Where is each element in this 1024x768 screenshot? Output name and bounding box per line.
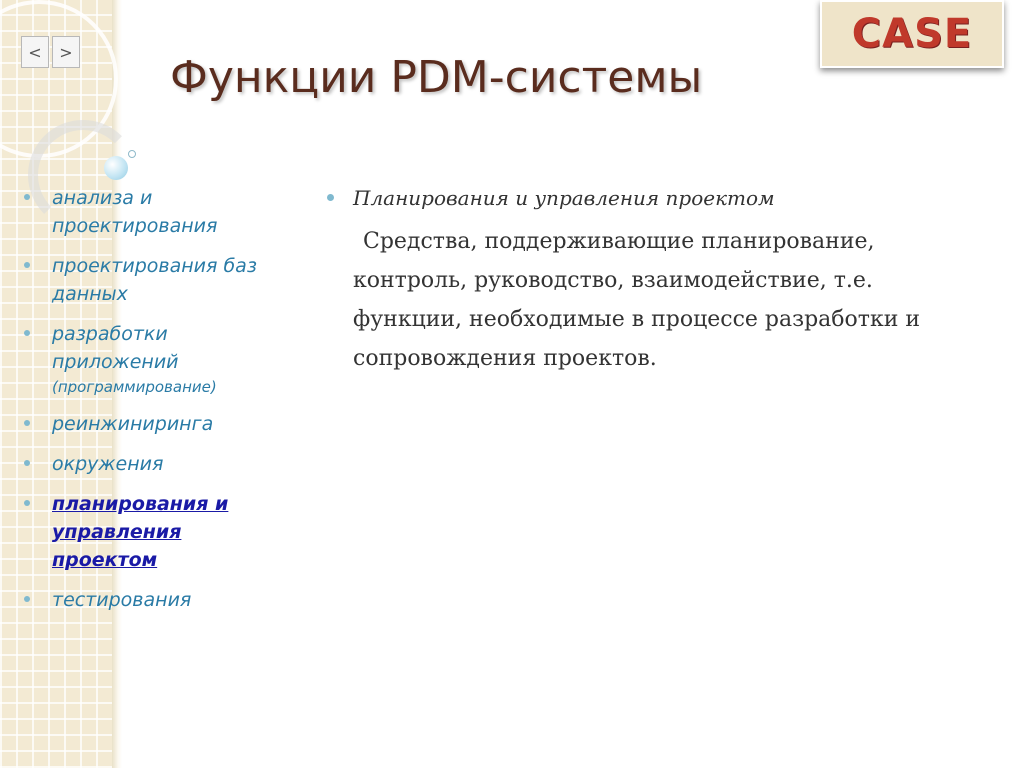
list-item-analysis[interactable]: [22, 184, 292, 240]
decorative-small-bubble: [128, 150, 136, 158]
content-heading-text: Планирования и управления проектом: [353, 186, 775, 210]
list-item-label: разработки приложений: [52, 323, 179, 373]
list-item-testing[interactable]: [22, 586, 292, 614]
list-item-app-development[interactable]: [22, 320, 292, 398]
list-item-label: окружения: [52, 453, 164, 475]
list-item-environment[interactable]: [22, 450, 292, 478]
case-badge-text: CASE: [851, 11, 973, 57]
list-item-label: планирования и управления проектом: [52, 493, 229, 571]
decorative-bubble: [104, 156, 128, 180]
page-title: Функции PDM-системы: [170, 52, 703, 103]
function-nav-list: [22, 184, 292, 626]
bullet-icon: [24, 420, 30, 426]
bullet-icon: [24, 194, 30, 200]
bullet-icon: [24, 330, 30, 336]
bullet-icon: [24, 460, 30, 466]
bullet-icon: [24, 596, 30, 602]
content-panel: [325, 184, 975, 378]
list-item-label: реинжиниринга: [52, 413, 214, 435]
bullet-icon: [24, 500, 30, 506]
prev-slide-button[interactable]: <: [21, 36, 49, 68]
list-item-project-management[interactable]: [22, 490, 292, 574]
list-item-sublabel: (программирование): [52, 378, 217, 396]
list-item-label: тестирования: [52, 589, 192, 611]
next-slide-button[interactable]: >: [52, 36, 80, 68]
bullet-icon: [327, 194, 334, 201]
bullet-icon: [24, 262, 30, 268]
list-item-reengineering[interactable]: [22, 410, 292, 438]
case-badge: [820, 0, 1004, 68]
list-item-label: проектирования баз данных: [52, 255, 257, 305]
content-body: Средства, поддерживающие планирование, контроль, руководство, взаимодействие, т.е. функции, необходимые в процессе разработки и сопровождения проектов.: [353, 229, 921, 371]
list-item-label: анализа и проектирования: [52, 187, 218, 237]
list-item-database-design[interactable]: [22, 252, 292, 308]
content-heading: [325, 184, 975, 212]
